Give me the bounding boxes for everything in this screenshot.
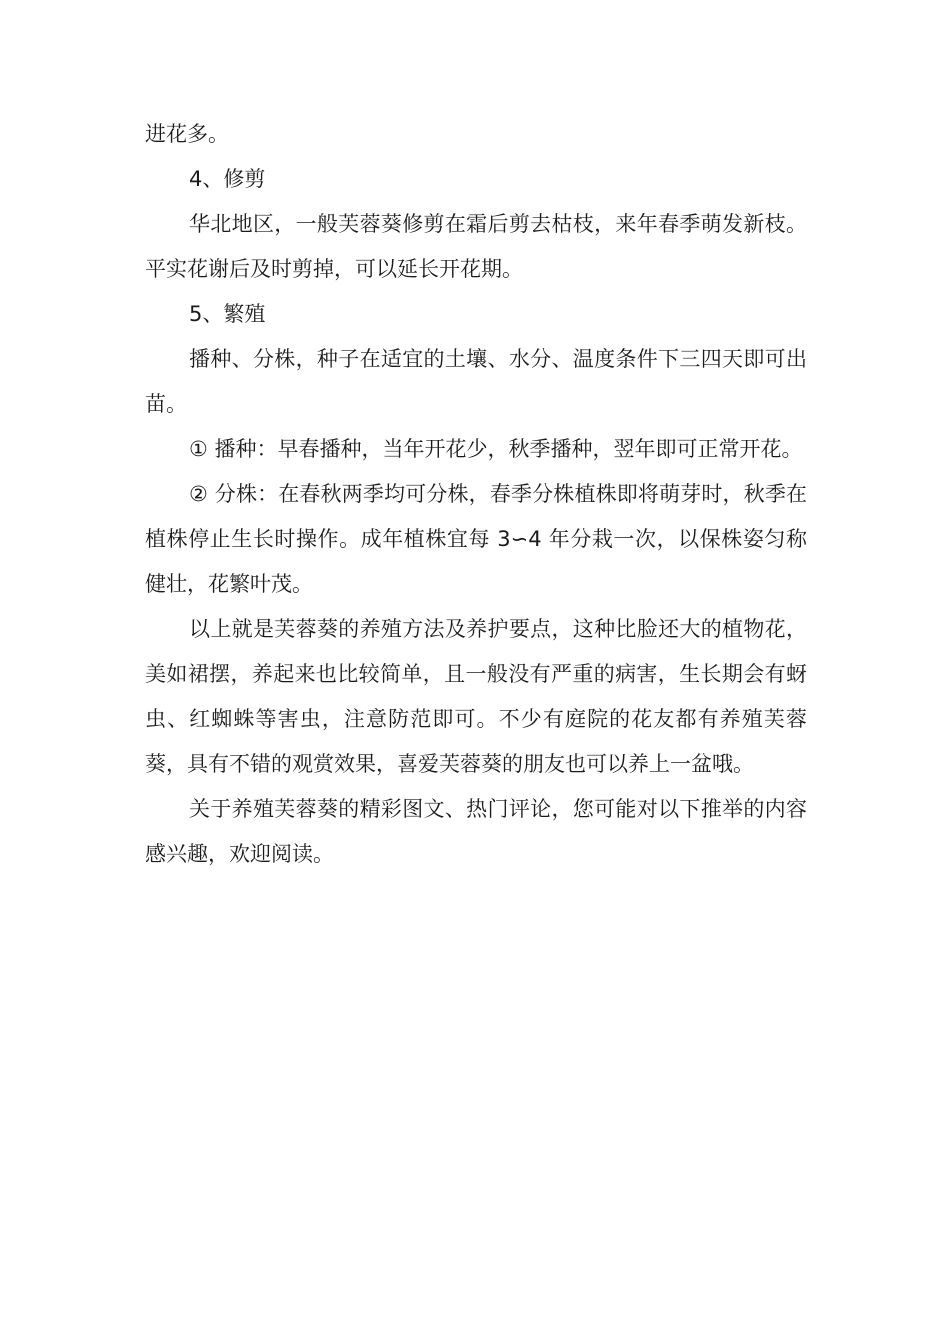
paragraph-pruning: 华北地区，一般芙蓉葵修剪在霜后剪去枯枝，来年春季萌发新枝。平实花谢后及时剪掉，可以延长开花期。: [145, 212, 807, 281]
paragraph-continuation: 进花多。: [145, 122, 229, 146]
paragraph-sowing: ① 播种：早春播种，当年开花少，秋季播种，翌年即可正常开花。: [189, 437, 803, 461]
document-body: [145, 112, 807, 877]
paragraph-recommendation: 关于养殖芙蓉葵的精彩图文、热门评论，您可能对以下推举的内容感兴趣，欢迎阅读。: [145, 797, 807, 866]
paragraph-summary: 以上就是芙蓉葵的养殖方法及养护要点，这种比脸还大的植物花，美如裙摆，养起来也比较简单，且一般没有严重的病害，生长期会有蚜虫、红蜘蛛等害虫，注意防范即可。不少有庭院的花友都有养殖芙蓉葵，具有不错的观赏效果，喜爱芙蓉葵的朋友也可以养上一盆哦。: [145, 617, 807, 776]
paragraph-propagation: 播种、分株，种子在适宜的土壤、水分、温度条件下三四天即可出苗。: [145, 347, 807, 416]
section-heading-propagation: 5、繁殖: [189, 302, 266, 326]
section-heading-pruning: 4、修剪: [189, 167, 266, 191]
paragraph-division: ② 分株：在春秋两季均可分株，春季分株植株即将萌芽时，秋季在植株停止生长时操作。成年植株宜每 3∽4 年分栽一次，以保株姿匀称健壮，花繁叶茂。: [145, 482, 807, 596]
